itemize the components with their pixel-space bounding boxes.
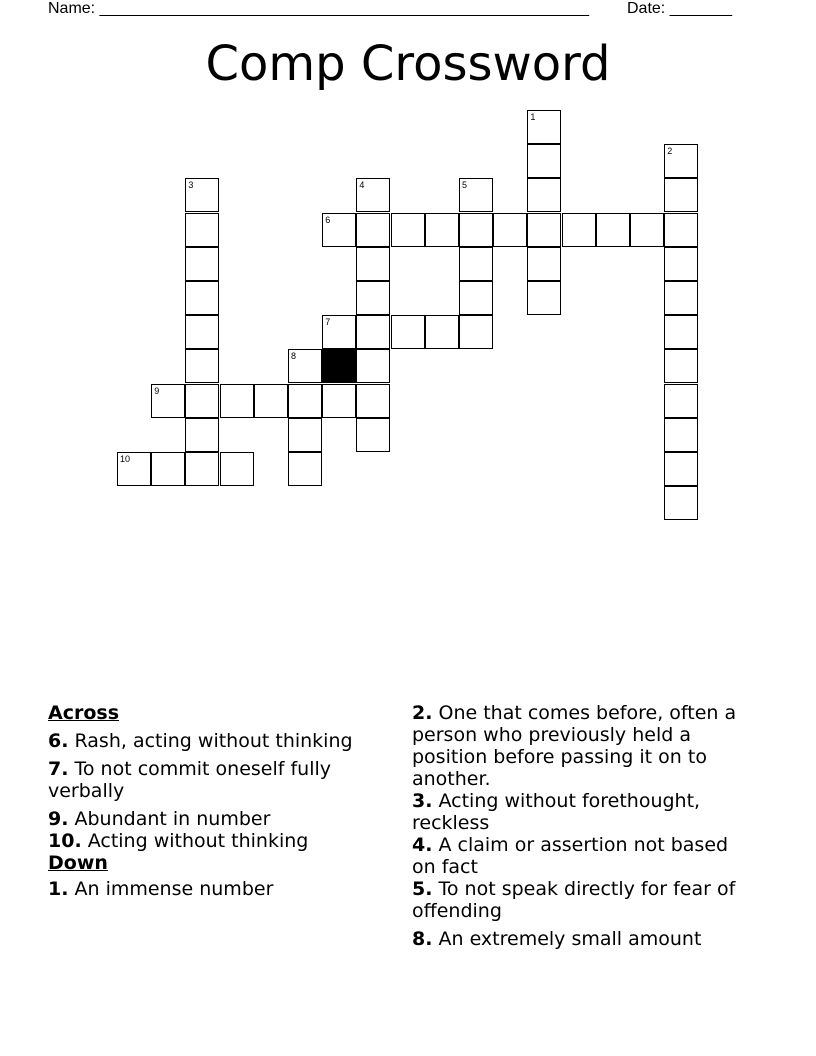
clue-text: Acting without forethought, reckless — [412, 790, 701, 834]
grid-cell[interactable] — [356, 178, 390, 212]
grid-cell[interactable] — [185, 315, 219, 349]
cell-number: 3 — [188, 180, 194, 191]
grid-cell[interactable] — [664, 247, 698, 281]
page-title: Comp Crossword — [205, 36, 611, 92]
grid-cell[interactable] — [664, 452, 698, 486]
grid-cell[interactable] — [185, 452, 219, 486]
grid-cell[interactable] — [185, 178, 219, 212]
grid-cell[interactable] — [220, 452, 254, 486]
clues-column-right — [412, 702, 757, 956]
clue-text: A claim or assertion not based on fact — [412, 834, 729, 878]
clue-across-9 — [48, 808, 388, 830]
clue-across-7 — [48, 758, 388, 802]
clue-number: 1. — [48, 878, 69, 900]
grid-cell[interactable] — [562, 213, 596, 247]
grid-cell[interactable] — [664, 178, 698, 212]
grid-cell[interactable] — [527, 144, 561, 178]
clue-text: To not speak directly for fear of offending — [412, 878, 736, 922]
clue-text: One that comes before, often a person who previously held a position before passing it on to another. — [412, 702, 737, 790]
grid-cell[interactable] — [151, 452, 185, 486]
grid-cell[interactable] — [596, 213, 630, 247]
grid-cell[interactable] — [664, 281, 698, 315]
grid-cell[interactable] — [356, 384, 390, 418]
grid-cell-black — [322, 349, 356, 383]
grid-cell[interactable] — [356, 315, 390, 349]
grid-cell[interactable] — [117, 452, 151, 486]
cell-number: 10 — [120, 454, 131, 464]
cell-number: 9 — [154, 385, 160, 396]
grid-cell[interactable] — [356, 281, 390, 315]
grid-cell[interactable] — [664, 486, 698, 520]
grid-cell[interactable] — [425, 315, 459, 349]
clue-down-3 — [412, 790, 757, 834]
clue-number: 10. — [48, 830, 82, 852]
grid-cell[interactable] — [288, 384, 322, 418]
grid-cell[interactable] — [527, 213, 561, 247]
grid-cell[interactable] — [527, 247, 561, 281]
clue-text: An immense number — [68, 878, 274, 900]
clue-text: An extremely small amount — [432, 928, 702, 950]
grid-cell[interactable] — [391, 315, 425, 349]
date-field-label: Date: _______ — [627, 0, 732, 17]
clue-text: To not commit oneself fully verbally — [48, 758, 332, 802]
grid-cell[interactable] — [185, 213, 219, 247]
grid-cell[interactable] — [527, 178, 561, 212]
grid-cell[interactable] — [459, 178, 493, 212]
clue-number: 6. — [48, 730, 69, 752]
grid-cell[interactable] — [185, 418, 219, 452]
grid-cell[interactable] — [356, 349, 390, 383]
grid-cell[interactable] — [254, 384, 288, 418]
grid-cell[interactable] — [185, 384, 219, 418]
clue-down-8 — [412, 928, 757, 950]
cell-number: 6 — [325, 214, 331, 225]
grid-cell[interactable] — [185, 349, 219, 383]
cell-number: 1 — [530, 112, 536, 122]
clue-down-4 — [412, 834, 757, 878]
grid-cell[interactable] — [664, 144, 698, 178]
clue-text: Rash, acting without thinking — [68, 730, 353, 752]
grid-cell[interactable] — [493, 213, 527, 247]
cell-number: 7 — [325, 317, 331, 328]
down-heading: Down — [48, 852, 108, 874]
grid-cell[interactable] — [459, 213, 493, 247]
grid-cell[interactable] — [356, 247, 390, 281]
clue-down-5 — [412, 878, 757, 922]
grid-cell[interactable] — [459, 315, 493, 349]
cell-number: 2 — [667, 146, 673, 157]
grid-cell[interactable] — [185, 247, 219, 281]
grid-cell[interactable] — [322, 213, 356, 247]
grid-cell[interactable] — [356, 418, 390, 452]
cell-number: 8 — [291, 351, 297, 362]
grid-cell[interactable] — [288, 452, 322, 486]
grid-cell[interactable] — [220, 384, 254, 418]
clue-down-1 — [48, 878, 388, 900]
grid-cell[interactable] — [185, 281, 219, 315]
grid-cell[interactable] — [288, 349, 322, 383]
grid-cell[interactable] — [527, 110, 561, 144]
grid-cell[interactable] — [459, 247, 493, 281]
clue-number: 3. — [412, 790, 433, 812]
clue-text: Abundant in number — [68, 808, 271, 830]
grid-cell[interactable] — [664, 349, 698, 383]
grid-cell[interactable] — [664, 315, 698, 349]
grid-cell[interactable] — [459, 281, 493, 315]
clue-number: 8. — [412, 928, 433, 950]
grid-cell[interactable] — [527, 281, 561, 315]
clue-number: 9. — [48, 808, 69, 830]
clues-column-left — [48, 702, 388, 906]
grid-cell[interactable] — [664, 213, 698, 247]
clue-across-6 — [48, 730, 388, 752]
grid-cell[interactable] — [356, 213, 390, 247]
cell-number: 4 — [359, 180, 365, 191]
clue-number: 5. — [412, 878, 433, 900]
name-field-label: Name: _______________________________________________________ — [48, 0, 589, 17]
grid-cell[interactable] — [391, 213, 425, 247]
clue-across-10 — [48, 830, 388, 852]
grid-cell[interactable] — [630, 213, 664, 247]
grid-cell[interactable] — [322, 384, 356, 418]
grid-cell[interactable] — [664, 384, 698, 418]
clue-number: 2. — [412, 702, 433, 724]
grid-cell[interactable] — [425, 213, 459, 247]
cell-number: 5 — [462, 180, 468, 191]
clue-number: 7. — [48, 758, 69, 780]
grid-cell[interactable] — [664, 418, 698, 452]
across-heading: Across — [48, 702, 120, 724]
grid-cell[interactable] — [151, 384, 185, 418]
clue-text: Acting without thinking — [81, 830, 309, 852]
clue-number: 4. — [412, 834, 433, 856]
grid-cell[interactable] — [322, 315, 356, 349]
grid-cell[interactable] — [288, 418, 322, 452]
clue-down-2 — [412, 702, 757, 790]
